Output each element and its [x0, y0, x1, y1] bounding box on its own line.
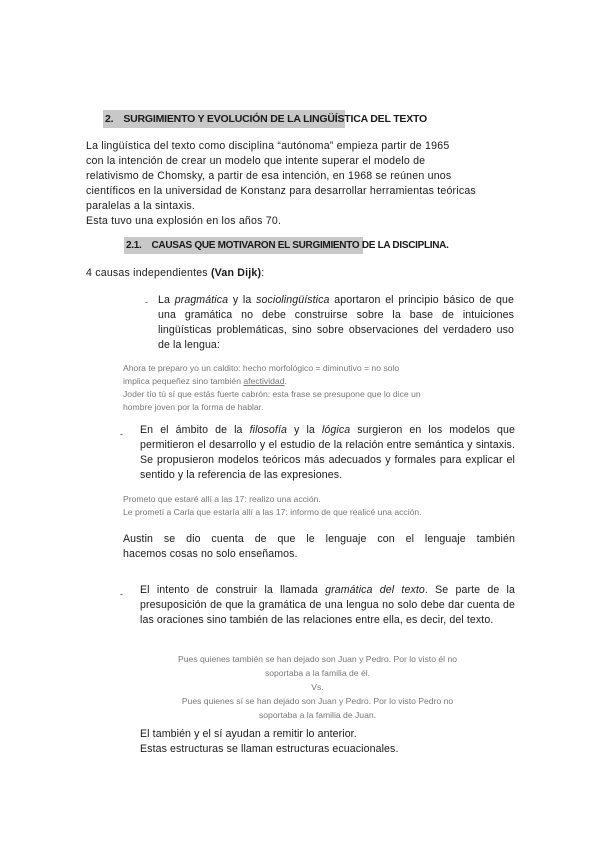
example-line: Pues quienes también se han dejado son Juan y Pedro. Por lo visto él no	[178, 654, 457, 664]
intro-line: con la intención de crear un modelo que intente superar el modelo de	[86, 155, 426, 167]
item-emphasis: pragmática	[174, 294, 229, 306]
item-emphasis: filosofía	[249, 424, 288, 436]
example-line: Ahora te preparo yo un caldito: hecho morfológico = diminutivo = no solo	[123, 363, 400, 373]
item-text: y la	[287, 424, 322, 436]
subsection-number: 2.1.	[126, 240, 142, 251]
intro-line: Esta tuvo una explosión en los años 70.	[86, 215, 282, 227]
intro-line: La lingüística del texto como disciplina “autónoma” empieza partir de 1965	[86, 140, 450, 152]
item-text: La	[158, 294, 175, 306]
intro-paragraph	[86, 139, 496, 229]
example-line: Joder tío tú sí que estás fuerte cabrón: esta frase se presupone que lo dice un	[123, 389, 421, 399]
closing-line: El también y el sí ayudan a remitir lo anterior.	[140, 728, 357, 740]
section-number: 2.	[105, 113, 114, 125]
austin-line: Austin se dio cuenta de que le lenguaje con el lenguaje también	[123, 533, 515, 545]
item-text: . Se parte de la presuposición de que la gramática de una lengua no solo debe dar cuenta de las oraciones sino también de las relaciones entre ella, es decir, del texto.	[140, 584, 516, 626]
item-emphasis: lógica	[321, 424, 351, 436]
causes-intro-colon: :	[261, 267, 265, 279]
section-heading	[103, 110, 428, 128]
example-vs: Vs.	[311, 682, 324, 692]
causes-intro	[86, 266, 264, 281]
example-block-1	[123, 362, 523, 414]
example-line: soportaba a la familia de él.	[264, 668, 371, 678]
causes-intro-text: 4 causas independientes	[86, 267, 211, 279]
cause-item-text-grammar	[140, 583, 515, 628]
example-line: soportaba a la familia de Juan.	[258, 710, 377, 720]
example-line	[123, 375, 523, 388]
example-underlined: afectividad	[243, 376, 285, 386]
example-line: hombre joven por la forma de hablar.	[123, 402, 264, 412]
subsection-title: CAUSAS QUE MOTIVARON EL SURGIMIENTO DE LA DISCIPLINA.	[151, 240, 449, 251]
subsection-heading	[124, 237, 449, 254]
item-text: El intento de construir la llamada	[140, 584, 326, 596]
item-text: aportaron el principio básico de que una gramática no debe construirse sobre la base de intuiciones lingüísticas problemáticas, sino sobre observaciones del verdadero uso de la lengua:	[158, 294, 514, 351]
closing-line: Estas estructuras se llaman estructuras ecuacionales.	[140, 743, 399, 755]
bullet-marker: -	[120, 589, 123, 599]
example-line: Le prometí a Carla que estaría allí a las 17: informo de que realicé una acción.	[123, 507, 422, 517]
example-text: implica pequeñez sino también	[123, 376, 244, 386]
item-text: En el ámbito de la	[140, 424, 250, 436]
bullet-marker: -	[120, 429, 123, 439]
example-line: Pues quienes sí se han dejado son Juan y Pedro. Por lo visto Pedro no	[181, 696, 454, 706]
item-text: y la	[228, 294, 257, 306]
intro-line: paralelas a la sintaxis.	[86, 200, 196, 212]
intro-line: relativismo de Chomsky, a partir de esa intención, en 1968 se reúnen unos	[86, 170, 452, 182]
cause-item-philosophy	[140, 423, 515, 483]
cause-item-pragmatics	[158, 293, 514, 353]
example-line: Prometo que estaré allí a las 17: realizo una acción.	[123, 494, 321, 504]
intro-line: científicos en la universidad de Konstanz para desarrollar herramientas teóricas	[86, 185, 476, 197]
item-emphasis: sociolingüística	[256, 294, 330, 306]
example-block-3	[120, 652, 515, 722]
example-block-2	[123, 493, 523, 519]
item-emphasis: gramática del texto	[325, 584, 425, 596]
austin-paragraph	[123, 532, 515, 562]
bullet-marker: -	[145, 297, 148, 307]
causes-intro-author: (Van Dijk)	[210, 267, 262, 279]
closing-paragraph	[140, 727, 520, 757]
item-text: surgieron en los modelos que permitieron el desarrollo y el estudio de la relación entre semántica y sintaxis. Se propusieron modelos teóricos más adecuados y formales para explicar el sentido y la referencia de las expresiones.	[140, 424, 515, 481]
section-title: SURGIMIENTO Y EVOLUCIÓN DE LA LINGÜÍSTICA DEL TEXTO	[123, 113, 428, 125]
austin-line: hacemos cosas no solo enseñamos.	[123, 548, 298, 560]
example-text: .	[284, 376, 287, 386]
